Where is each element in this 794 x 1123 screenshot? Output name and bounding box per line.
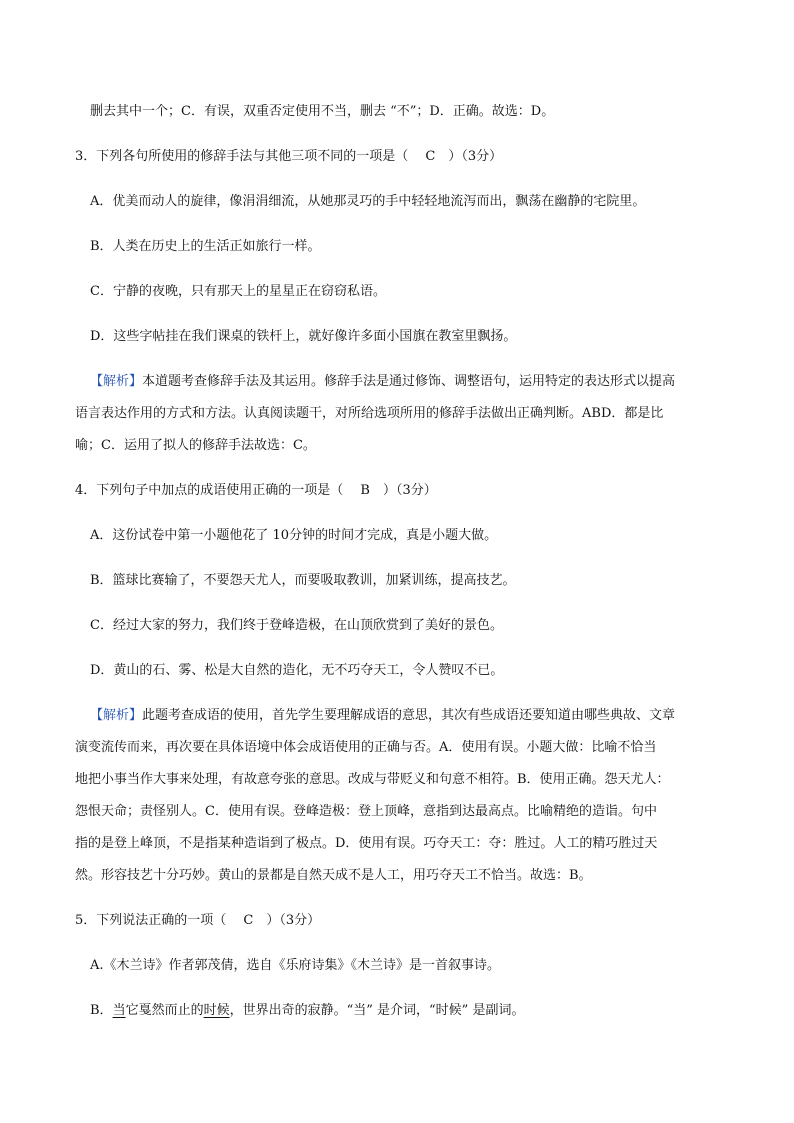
question-4-analysis-line-1: [90, 707, 675, 725]
underlined-word: 当: [112, 1003, 126, 1018]
question-4-option-b: B．篮球比赛输了，不要怨天尤人，而要吸取教训，加紧训练，提高技艺。: [90, 573, 516, 588]
previous-answer-tail: 删去其中一个；C．有误，双重否定使用不当，删去 “不”；D．正确。故选：D。: [90, 104, 555, 119]
question-3-option-c: C．宁静的夜晚，只有那天上的星星正在窃窃私语。: [90, 284, 386, 299]
question-5-option-b: [90, 1002, 524, 1020]
question-4-option-c: C．经过大家的努力，我们终于登峰造极，在山顶欣赏到了美好的景色。: [90, 618, 503, 633]
question-4-analysis-line-4: 怨恨天命；责怪别人。C．使用有误。登峰造极：登上顶峰，意指到达最高点。比喻精绝的造诣。句中: [75, 804, 657, 819]
analysis-tag: 【解析】: [90, 708, 143, 723]
question-5-stem: 5．下列说法正确的一项（ C ）（3分）: [75, 913, 321, 928]
option-text: ，世界出奇的寂静。“当” 是介词，“时候” 是副词。: [229, 1003, 525, 1018]
question-4-option-a: A．这份试卷中第一小题他花了 10分钟的时间才完成，真是小题大做。: [90, 528, 498, 543]
question-3-analysis-line-2: 语言表达作用的方式和方法。认真阅读题干，对所给选项所用的修辞手法做出正确判断。ABD．都是比: [75, 406, 664, 421]
question-4-option-d: D．黄山的石、雾、松是大自然的造化，无不巧夺天工，令人赞叹不已。: [90, 663, 504, 678]
question-3-option-b: B．人类在历史上的生活正如旅行一样。: [90, 239, 321, 254]
question-4-analysis-line-5: 指的是登上峰顶，不是指某种造诣到了极点。D．使用有误。巧夺天工：夺：胜过。人工的精巧胜过天: [75, 836, 658, 851]
analysis-text: 本道题考查修辞手法及其运用。修辞手法是通过修饰、调整语句，运用特定的表达形式以提高: [142, 374, 676, 389]
question-3-analysis-line-3: 喻；C．运用了拟人的修辞手法故选：C。: [75, 438, 316, 453]
question-4-analysis-line-6: 然。形容技艺十分巧妙。黄山的景都是自然天成不是人工，用巧夺天工不恰当。故选：B。: [75, 868, 592, 883]
option-text: 它戛然而止的: [125, 1003, 204, 1018]
analysis-tag: 【解析】: [90, 374, 143, 389]
question-3-analysis-line-1: [90, 373, 675, 391]
question-4-analysis-line-2: 演变流传而来，再次要在具体语境中体会成语使用的正确与否。A．使用有误。小题大做：比喻不恰当: [75, 740, 657, 755]
question-4-analysis-line-3: 地把小事当作大事来处理，有故意夸张的意思。改成与带贬义和句意不相符。B．使用正确。怨天尤人：: [75, 772, 670, 787]
question-5-option-a: A.《木兰诗》作者郭茂倩，选自《乐府诗集》《木兰诗》是一首叙事诗。: [90, 958, 501, 973]
underlined-word: 时候: [203, 1003, 230, 1018]
question-3-option-d: D．这些字帖挂在我们课桌的铁杆上，就好像许多面小国旗在教室里飘扬。: [90, 329, 517, 344]
option-prefix: B．: [90, 1003, 113, 1018]
question-3-stem: 3．下列各句所使用的修辞手法与其他三项不同的一项是（ C ）（3分）: [75, 149, 503, 164]
analysis-text: 此题考查成语的使用，首先学生要理解成语的意思，其次有些成语还要知道由哪些典故、文章: [142, 708, 676, 723]
question-4-stem: 4．下列句子中加点的成语使用正确的一项是（ B ）（3分）: [75, 483, 437, 498]
question-3-option-a: A．优美而动人的旋律，像涓涓细流，从她那灵巧的手中轻轻地流泻而出，飘荡在幽静的宅院里。: [90, 194, 646, 209]
